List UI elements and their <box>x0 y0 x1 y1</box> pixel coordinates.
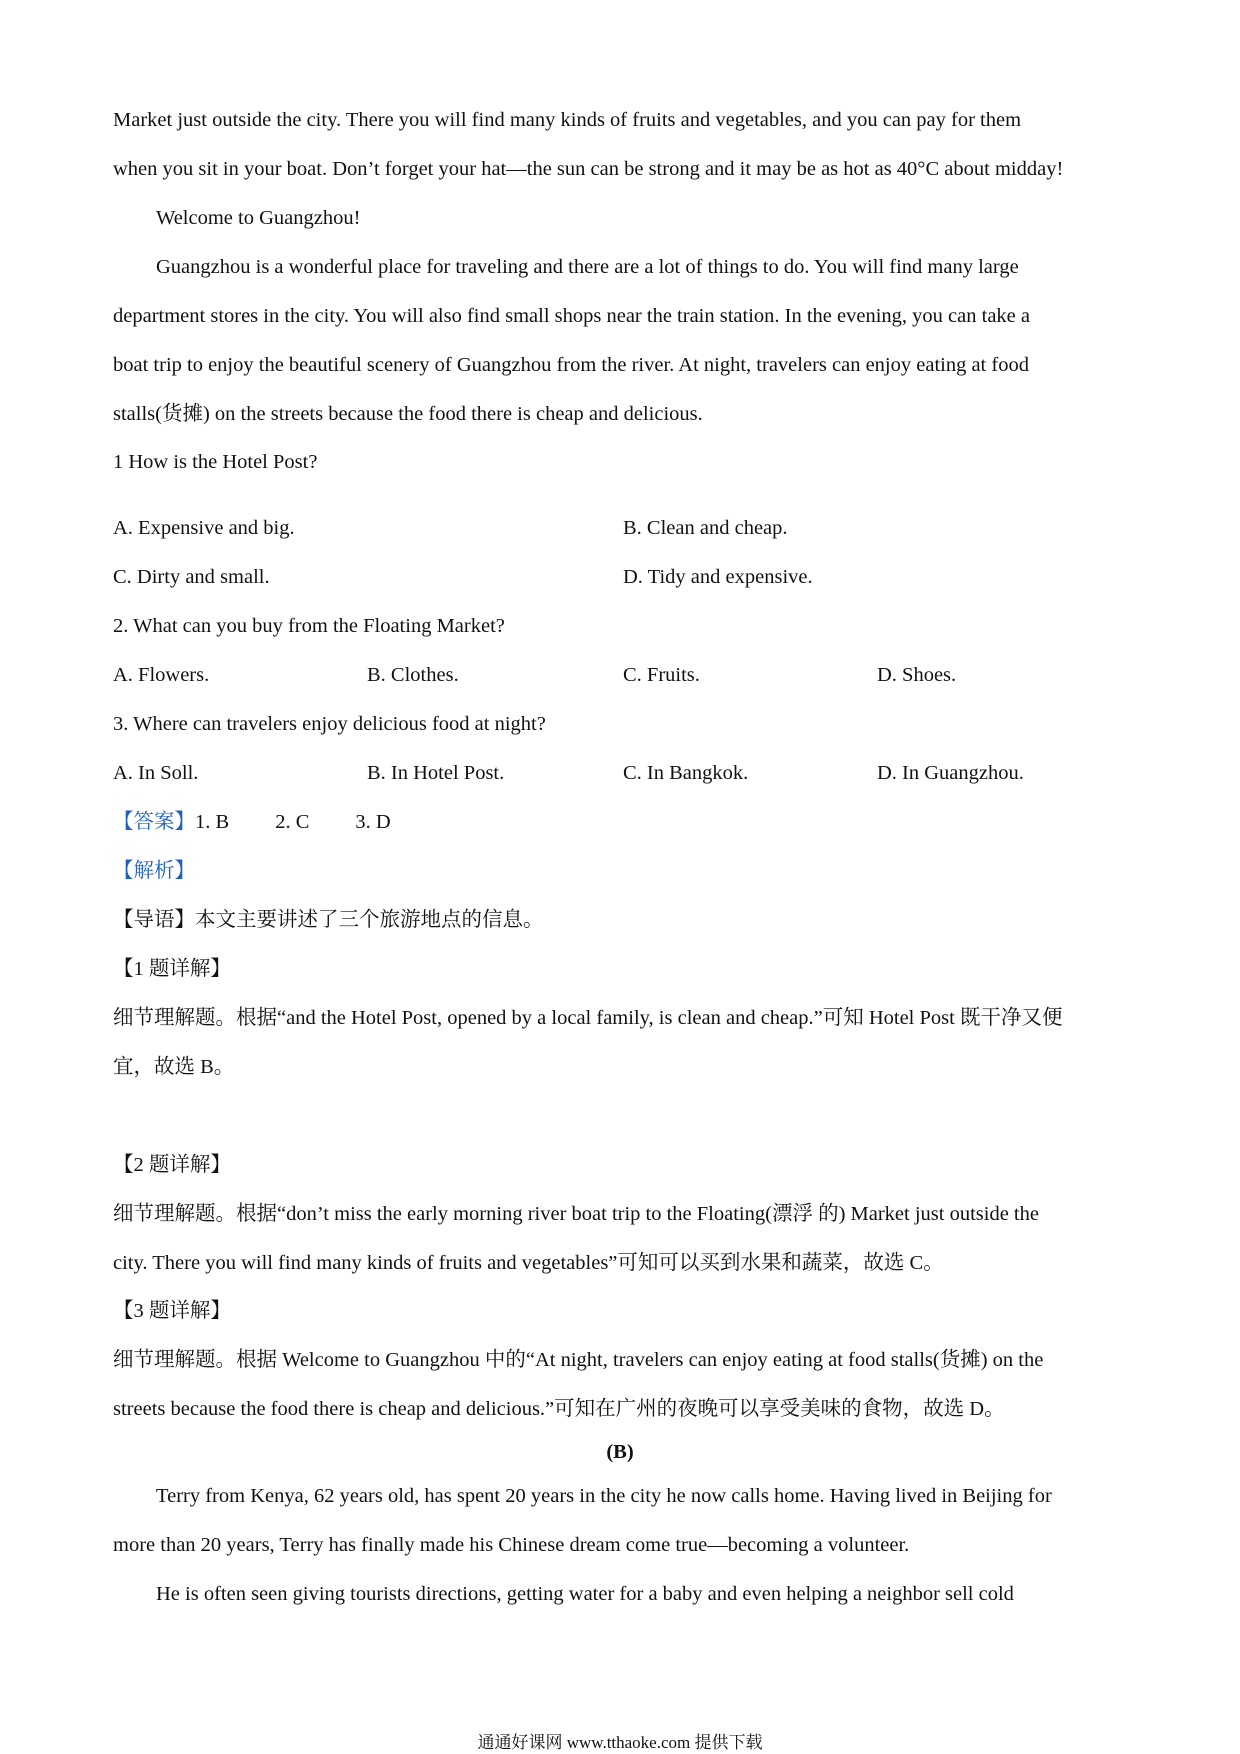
question-stem: 2. What can you buy from the Floating Market? <box>113 615 505 637</box>
question-stem: 1 How is the Hotel Post? <box>113 451 318 473</box>
question-option: D. Tidy and expensive. <box>623 566 813 588</box>
question-option: C. Dirty and small. <box>113 566 270 588</box>
answer-label: 【答案】 <box>113 811 195 833</box>
analysis-label: 【解析】 <box>113 860 195 882</box>
answer-item: 2. C <box>275 811 310 833</box>
question-stem: 3. Where can travelers enjoy delicious food at night? <box>113 713 546 735</box>
question-option: C. Fruits. <box>623 664 700 686</box>
q3-detail-label: 【3 题详解】 <box>113 1300 231 1322</box>
question-option: A. In Soll. <box>113 762 199 784</box>
analysis-line: 细节理解题。根据 Welcome to Guangzhou 中的“At night, travelers can enjoy eating at food stalls(货摊) on the <box>113 1349 1044 1371</box>
question-option: A. Expensive and big. <box>113 517 295 539</box>
passage-line: Guangzhou is a wonderful place for traveling and there are a lot of things to do. You will find many large <box>156 256 1019 278</box>
passage-line: stalls(货摊) on the streets because the food there is cheap and delicious. <box>113 403 703 425</box>
page-footer: 通通好课网 www.tthaoke.com 提供下载 <box>477 1733 763 1752</box>
question-option: D. Shoes. <box>877 664 957 686</box>
q2-detail-label: 【2 题详解】 <box>113 1154 231 1176</box>
passage-line: more than 20 years, Terry has finally made his Chinese dream come true—becoming a volunteer. <box>113 1534 910 1556</box>
section-heading: Welcome to Guangzhou! <box>156 207 361 229</box>
passage-line: department stores in the city. You will also find small shops near the train station. In the evening, you can take a <box>113 305 1030 327</box>
analysis-line: 细节理解题。根据“don’t miss the early morning river boat trip to the Floating(漂浮 的) Market just outside the <box>113 1203 1039 1225</box>
analysis-line: streets because the food there is cheap and delicious.”可知在广州的夜晚可以享受美味的食物，故选 D。 <box>113 1398 1005 1420</box>
passage-line: boat trip to enjoy the beautiful scenery of Guangzhou from the river. At night, travelers can enjoy eating at food <box>113 354 1029 376</box>
analysis-intro: 【导语】本文主要讲述了三个旅游地点的信息。 <box>113 909 544 931</box>
analysis-line: 宜，故选 B。 <box>113 1056 235 1078</box>
q1-detail-label: 【1 题详解】 <box>113 958 231 980</box>
question-option: C. In Bangkok. <box>623 762 749 784</box>
question-option: A. Flowers. <box>113 664 210 686</box>
passage-line: Market just outside the city. There you will find many kinds of fruits and vegetables, and you can pay for them <box>113 109 1022 131</box>
analysis-line: city. There you will find many kinds of fruits and vegetables”可知可以买到水果和蔬菜，故选 C。 <box>113 1252 944 1274</box>
passage-line: Terry from Kenya, 62 years old, has spent 20 years in the city he now calls home. Having lived in Beijing for <box>156 1485 1052 1507</box>
question-option: B. In Hotel Post. <box>367 762 505 784</box>
analysis-line: 细节理解题。根据“and the Hotel Post, opened by a local family, is clean and cheap.”可知 Hotel Post 既干净又便 <box>113 1007 1063 1029</box>
passage-line: when you sit in your boat. Don’t forget your hat—the sun can be strong and it may be as hot as 40°C about midday! <box>113 158 1064 180</box>
answer-item: 3. D <box>355 811 391 833</box>
passage-b-heading: (B) <box>606 1441 634 1463</box>
question-option: D. In Guangzhou. <box>877 762 1024 784</box>
question-option: B. Clean and cheap. <box>623 517 788 539</box>
answer-line <box>113 808 391 836</box>
passage-line: He is often seen giving tourists directions, getting water for a baby and even helping a neighbor sell cold <box>156 1583 1014 1605</box>
answer-item: 1. B <box>195 811 230 833</box>
question-option: B. Clothes. <box>367 664 459 686</box>
